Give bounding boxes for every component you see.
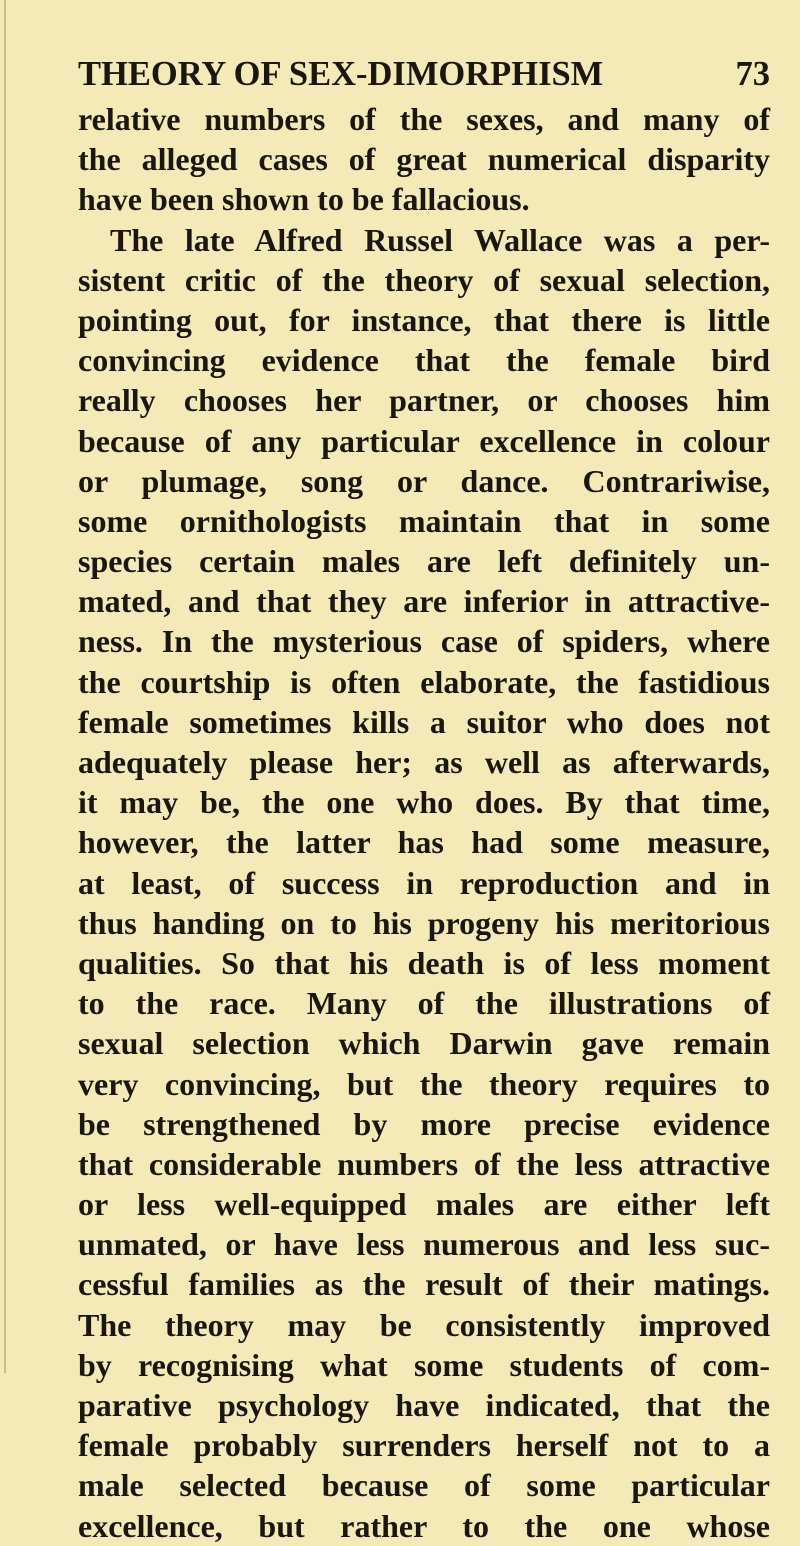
text-line: sistent critic of the theory of sexual selection, [78, 261, 770, 298]
text-line: the courtship is often elaborate, the fastidious [78, 663, 770, 700]
text-line: species certain males are left definitely un- [78, 543, 770, 580]
text-line: The theory may be consistently improved [78, 1306, 770, 1343]
text-line: unmated, or have less numerous and less suc- [78, 1226, 770, 1263]
text-line: female sometimes kills a suitor who does not [78, 703, 770, 740]
text-line: relative numbers of the sexes, and many of [78, 101, 770, 137]
text-line: really chooses her partner, or chooses him [78, 382, 770, 419]
text-line: however, the latter has had some measure, [78, 824, 770, 861]
text-line: it may be, the one who does. By that time, [78, 784, 770, 821]
text-line: mated, and that they are inferior in attractive- [78, 583, 770, 620]
text-line: the alleged cases of great numerical disparity [78, 141, 770, 178]
text-line: very convincing, but the theory requires to [78, 1065, 770, 1102]
text-line: have been shown to be fallacious. [78, 181, 530, 218]
text-line: excellence, but rather to the one whose [78, 1507, 770, 1544]
text-line: at least, of success in reproduction and in [78, 864, 770, 901]
text-line: by recognising what some students of com- [78, 1346, 770, 1383]
text-line: thus handing on to his progeny his meritorious [78, 904, 770, 941]
text-line: because of any particular excellence in colour [78, 422, 770, 459]
page-number: 73 [735, 55, 770, 93]
body-text [78, 99, 770, 1546]
text-line: that considerable numbers of the less attractive [78, 1145, 770, 1182]
running-head-title: THEORY OF SEX-DIMORPHISM [78, 55, 604, 93]
text-line: qualities. So that his death is of less moment [78, 944, 770, 981]
text-line: or less well-equipped males are either left [78, 1186, 770, 1223]
text-line: some ornithologists maintain that in some [78, 502, 770, 539]
running-head [78, 52, 770, 96]
text-line: The late Alfred Russel Wallace was a per- [110, 221, 770, 258]
text-line: cessful families as the result of their matings. [78, 1266, 770, 1303]
text-line: to the race. Many of the illustrations of [78, 985, 770, 1022]
text-line: be strengthened by more precise evidence [78, 1105, 770, 1142]
text-line: female probably surrenders herself not to a [78, 1427, 770, 1464]
page-gutter-edge [4, 0, 6, 1373]
text-line: convincing evidence that the female bird [78, 342, 770, 379]
text-line: sexual selection which Darwin gave remain [78, 1025, 770, 1062]
text-line: or plumage, song or dance. Contrariwise, [78, 462, 770, 499]
text-line: ness. In the mysterious case of spiders, where [78, 623, 770, 660]
text-line: adequately please her; as well as afterwards, [78, 744, 770, 780]
text-line: male selected because of some particular [78, 1467, 770, 1504]
text-line: pointing out, for instance, that there is little [78, 301, 770, 338]
text-line: parative psychology have indicated, that the [78, 1387, 770, 1423]
